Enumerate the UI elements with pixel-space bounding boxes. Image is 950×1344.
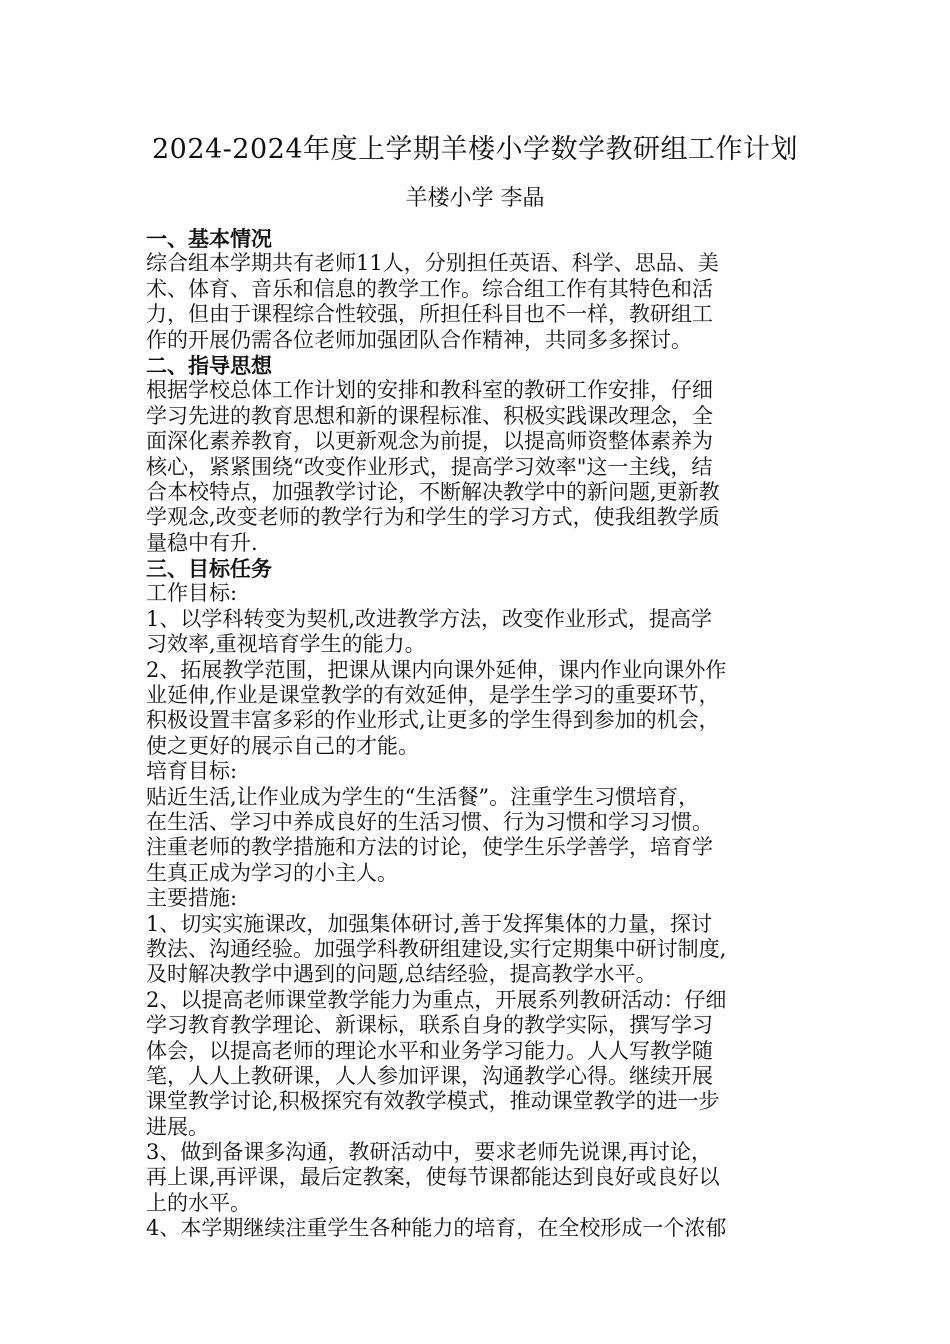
paragraph-line: 积极设置丰富多彩的作业形式,让更多的学生得到参加的机会， — [146, 708, 720, 733]
paragraph-line: 力，但由于课程综合性较强，所担任科目也不一样，教研组工 — [146, 302, 713, 327]
paragraph-line: 量稳中有升. — [146, 530, 258, 555]
paragraph-line: 学观念,改变老师的教学行为和学生的学习方式，使我组教学质 — [146, 505, 720, 530]
paragraph-line: 术、体育、音乐和信息的教学工作。综合组工作有其特色和活 — [146, 276, 713, 301]
paragraph-line: 再上课,再评课，最后定教案，使每节课都能达到良好或良好以 — [146, 1165, 720, 1190]
paragraph-line: 作的开展仍需各位老师加强团队合作精神，共同多多探讨。 — [146, 327, 692, 352]
paragraph-line: 使之更好的展示自己的才能。 — [146, 733, 419, 758]
paragraph-line: 贴近生活,让作业成为学生的“生活餐”。注重学生习惯培育， — [146, 784, 700, 809]
paragraph-line: 1、以学科转变为契机,改进教学方法，改变作业形式，提高学 — [146, 606, 713, 631]
paragraph-line: 工作目标: — [146, 581, 238, 606]
paragraph-line: 1、切实实施课改，加强集体研讨,善于发挥集体的力量，探讨 — [146, 911, 713, 936]
paragraph-line: 根据学校总体工作计划的安排和教科室的教研工作安排，仔细 — [146, 378, 713, 403]
document-body — [146, 226, 826, 1242]
paragraph-line: 注重老师的教学措施和方法的讨论，使学生乐学善学，培育学 — [146, 835, 713, 860]
paragraph-line: 体会，以提高老师的理论水平和业务学习能力。人人写教学随 — [146, 1038, 713, 1063]
paragraph-line: 主要措施: — [146, 886, 238, 911]
paragraph-line: 核心，紧紧围绕“改变作业形式，提高学习效率"这一主线，结 — [146, 454, 713, 479]
document-author: 羊楼小学 李晶 — [405, 186, 545, 211]
paragraph-line: 教法、沟通经验。加强学科教研组建设,实行定期集中研讨制度, — [146, 936, 727, 961]
paragraph-line: 学习先进的教育思想和新的课程标准、积极实践课改理念，全 — [146, 403, 713, 428]
paragraph-line: 生真正成为学习的小主人。 — [146, 860, 398, 885]
section-heading: 二、指导思想 — [146, 352, 272, 378]
section-heading: 三、目标任务 — [146, 556, 272, 582]
paragraph-line: 2、拓展教学范围，把课从课内向课外延伸，课内作业向课外作 — [146, 657, 727, 682]
paragraph-line: 课堂教学讨论,积极探究有效教学模式，推动课堂教学的进一步 — [146, 1089, 720, 1114]
paragraph-line: 3、做到备课多沟通，教研活动中，要求老师先说课,再讨论， — [146, 1140, 713, 1165]
paragraph-line: 面深化素养教育，以更新观念为前提，以提高师资整体素养为 — [146, 429, 713, 454]
paragraph-line: 习效率,重视培育学生的能力。 — [146, 632, 426, 657]
paragraph-line: 4、本学期继续注重学生各种能力的培育，在全校形成一个浓郁 — [146, 1216, 727, 1241]
paragraph-line: 合本校特点，加强教学讨论，不断解决教学中的新问题,更新教 — [146, 479, 720, 504]
paragraph-line: 2、以提高老师课堂教学能力为重点，开展系列教研活动：仔细 — [146, 987, 727, 1012]
paragraph-line: 进展。 — [146, 1114, 209, 1139]
paragraph-line: 笔，人人上教研课，人人参加评课，沟通教学心得。继续开展 — [146, 1063, 713, 1088]
paragraph-line: 学习教育教学理论、新课标，联系自身的教学实际，撰写学习 — [146, 1013, 713, 1038]
paragraph-line: 及时解决教学中遇到的问题,总结经验，提高教学水平。 — [146, 962, 657, 987]
document-title: 2024-2024年度上学期羊楼小学数学教研组工作计划 — [151, 134, 799, 165]
paragraph-line: 业延伸,作业是课堂教学的有效延伸，是学生学习的重要环节， — [146, 683, 720, 708]
paragraph-line: 上的水平。 — [146, 1190, 251, 1215]
section-heading: 一、基本情况 — [146, 226, 272, 251]
paragraph-line: 综合组本学期共有老师11人，分别担任英语、科学、思品、美 — [146, 251, 719, 276]
paragraph-line: 在生活、学习中养成良好的生活习惯、行为习惯和学习习惯。 — [146, 809, 713, 834]
paragraph-line: 培育目标: — [146, 759, 238, 784]
